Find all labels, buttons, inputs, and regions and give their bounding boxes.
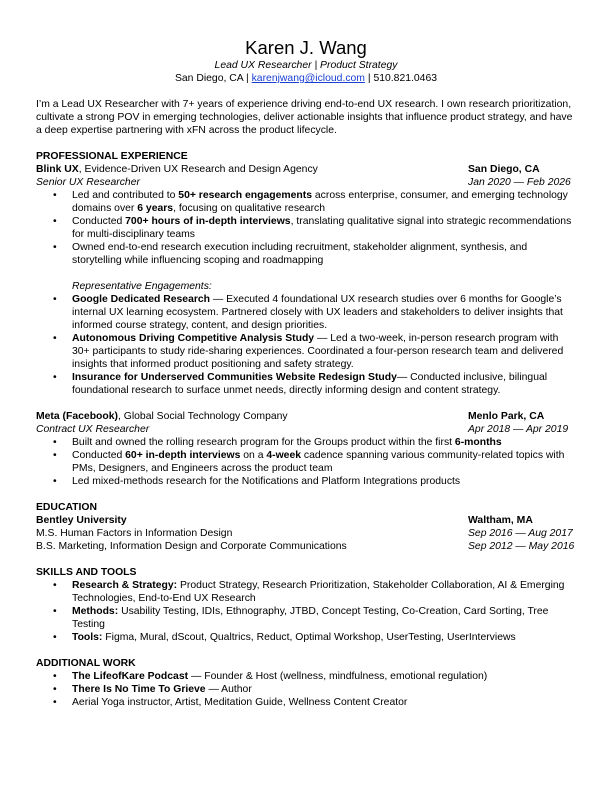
- text: — Led a two-week, in-person research program with 30+ participants to study ride-sharing experiences. Coordinated a four-person research team and delivered insights that informed product positioning and safety strategy.: [72, 333, 564, 370]
- bullet-icon: •: [53, 684, 57, 695]
- skills-title: SKILLS AND TOOLS: [36, 567, 137, 578]
- text: — Conducted inclusive, bilingual foundational research to surface unmet needs, directly informing design and content strategy.: [72, 372, 548, 396]
- text: Led mixed-methods research for the Notifications and Platform Integrations products: [72, 476, 461, 487]
- school-row: [36, 514, 576, 527]
- text: , translating qualitative signal into strategic recommendations for multi-disciplinary teams: [72, 216, 572, 240]
- text-bold: 700+ hours of in-depth interviews: [125, 216, 291, 227]
- work-label: The LifeofKare Podcast: [72, 671, 189, 682]
- list-item: [36, 449, 576, 475]
- text: — Founder & Host (wellness, mindfulness, emotional regulation): [188, 671, 488, 682]
- engagement-name: Autonomous Driving Competitive Analysis Study: [72, 333, 315, 344]
- blink-location: San Diego, CA: [468, 164, 540, 175]
- bullet-icon: •: [53, 242, 57, 253]
- experience-section: [36, 150, 576, 488]
- text: Conducted: [72, 450, 126, 461]
- engagement-name: Insurance for Underserved Communities Website Redesign Study: [72, 372, 397, 383]
- bullet-icon: •: [53, 216, 57, 227]
- list-item: [36, 475, 576, 488]
- skills-section: [36, 566, 576, 644]
- additional-section: [36, 657, 576, 709]
- blink-role: Senior UX Researcher: [36, 177, 140, 188]
- text-bold: 6-months: [454, 437, 502, 448]
- bullet-icon: •: [53, 476, 57, 487]
- list-item: [36, 241, 576, 267]
- contact-location: San Diego, CA |: [174, 73, 252, 84]
- additional-title: ADDITIONAL WORK: [36, 658, 136, 669]
- work-label: There Is No Time To Grieve: [72, 684, 206, 695]
- spacer: [36, 397, 576, 410]
- job-role-blink: [36, 176, 576, 189]
- blink-dates: Jan 2020 — Feb 2026: [468, 177, 571, 188]
- job-role-meta: [36, 423, 576, 436]
- job-header-meta: [36, 410, 576, 423]
- text-bold: 4-week: [266, 450, 302, 461]
- bullet-icon: •: [53, 450, 57, 461]
- list-item: [36, 293, 576, 332]
- bullet-icon: •: [53, 632, 57, 643]
- additional-bullets: [36, 670, 576, 709]
- text: across enterprise, consumer, and emerging technology domains over: [72, 190, 568, 214]
- summary-paragraph: I’m a Lead UX Researcher with 7+ years of experience driving end-to-end UX research. I own research prioritization, cultivate a strong POV in emerging technologies, deliver actionable insights that influence product strategy, and have a deep expertise partnering with xFN across the product lifecycle.: [36, 99, 573, 136]
- email-link[interactable]: karenjwang@icloud.com: [251, 73, 365, 84]
- meta-role: Contract UX Researcher: [36, 424, 150, 435]
- candidate-name: Karen J. Wang: [245, 37, 367, 58]
- experience-title: PROFESSIONAL EXPERIENCE: [36, 151, 188, 162]
- meta-dates: Apr 2018 — Apr 2019: [468, 424, 569, 435]
- list-item: [36, 683, 576, 696]
- list-item: [36, 436, 576, 449]
- degree-bs-dates: Sep 2012 — May 2016: [468, 541, 575, 552]
- meta-location: Menlo Park, CA: [468, 411, 545, 422]
- candidate-subtitle: Lead UX Researcher | Product Strategy: [214, 60, 398, 71]
- text: Usability Testing, IDIs, Ethnography, JTBD, Concept Testing, Co-Creation, Card Sorting, Tree Testing: [72, 606, 549, 630]
- degree-row: [36, 540, 576, 553]
- list-item: [36, 670, 576, 683]
- blink-bullets: [36, 189, 576, 267]
- resume-page: [36, 37, 576, 709]
- bullet-icon: •: [53, 294, 57, 305]
- text: Figma, Mural, dScout, Qualtrics, Reduct, Optimal Workshop, UserTesting, UserInterviews: [102, 632, 516, 643]
- bullet-icon: •: [53, 333, 57, 344]
- list-item: [36, 332, 576, 371]
- text: Aerial Yoga instructor, Artist, Meditation Guide, Wellness Content Creator: [72, 697, 408, 708]
- degree-ms: M.S. Human Factors in Information Design: [36, 528, 233, 539]
- engagement-name: Google Dedicated Research: [72, 294, 211, 305]
- text-bold: 6 years: [137, 203, 174, 214]
- list-item: [36, 189, 576, 215]
- list-item: [36, 696, 576, 709]
- meta-bullets: [36, 436, 576, 488]
- text: Product Strategy, Research Prioritization, Stakeholder Collaboration, AI & Emerging Technologies, End-to-End UX Research: [72, 580, 565, 604]
- text: , focusing on qualitative research: [173, 203, 326, 214]
- bullet-icon: •: [53, 697, 57, 708]
- text: Conducted: [72, 216, 126, 227]
- text: cadence spanning various community-related topics with PMs, Designers, and Engineers across the product team: [72, 450, 565, 474]
- meta-company-name: Meta (Facebook): [36, 411, 118, 422]
- blink-company: [36, 163, 318, 176]
- list-item: [36, 215, 576, 241]
- skills-bullets: [36, 579, 576, 644]
- list-item: [36, 371, 576, 397]
- school-location: Waltham, MA: [468, 515, 533, 526]
- text: on a: [240, 450, 267, 461]
- meta-company-desc: , Global Social Technology Company: [117, 411, 288, 422]
- bullet-icon: •: [53, 580, 57, 591]
- list-item: [36, 579, 576, 605]
- job-header-blink: [36, 163, 576, 176]
- bullet-icon: •: [53, 671, 57, 682]
- text-bold: 60+ in-depth interviews: [125, 450, 241, 461]
- skill-label: Methods:: [72, 606, 119, 617]
- bullet-icon: •: [53, 190, 57, 201]
- text: Owned end-to-end research execution including recruitment, stakeholder alignment, synthesis, and storytelling while influencing scoping and roadmapping: [72, 242, 528, 266]
- contact-phone: | 510.821.0463: [364, 73, 438, 84]
- education-title: EDUCATION: [36, 502, 97, 513]
- skill-label: Tools:: [72, 632, 103, 643]
- text: — Author: [205, 684, 252, 695]
- engagement-bullets: [36, 293, 576, 397]
- list-item: [36, 605, 576, 631]
- bullet-icon: •: [53, 372, 57, 383]
- degree-ms-dates: Sep 2016 — Aug 2017: [468, 528, 573, 539]
- representative-engagements-heading: Representative Engagements:: [72, 281, 212, 292]
- bullet-icon: •: [53, 606, 57, 617]
- text: Led and contributed to: [72, 190, 179, 201]
- blink-company-name: Blink UX: [36, 164, 79, 175]
- text: — Executed 4 foundational UX research studies over 6 months for Google’s internal UX learning ecosystem. Partnered closely with UX leaders and stakeholders to deliver insights that informed course strategy, content, and design priorities.: [72, 294, 563, 331]
- education-section: [36, 501, 576, 553]
- degree-bs: B.S. Marketing, Information Design and Corporate Communications: [36, 541, 347, 552]
- degree-row: [36, 527, 576, 540]
- skill-label: Research & Strategy:: [72, 580, 178, 591]
- contact-line: [36, 72, 576, 85]
- text: Built and owned the rolling research program for the Groups product within the first: [72, 437, 455, 448]
- list-item: [36, 631, 576, 644]
- bullet-icon: •: [53, 437, 57, 448]
- blink-company-desc: , Evidence-Driven UX Research and Design Agency: [78, 164, 318, 175]
- meta-company: [36, 410, 288, 423]
- text-bold: 50+ research engagements: [178, 190, 313, 201]
- school-name: Bentley University: [36, 515, 127, 526]
